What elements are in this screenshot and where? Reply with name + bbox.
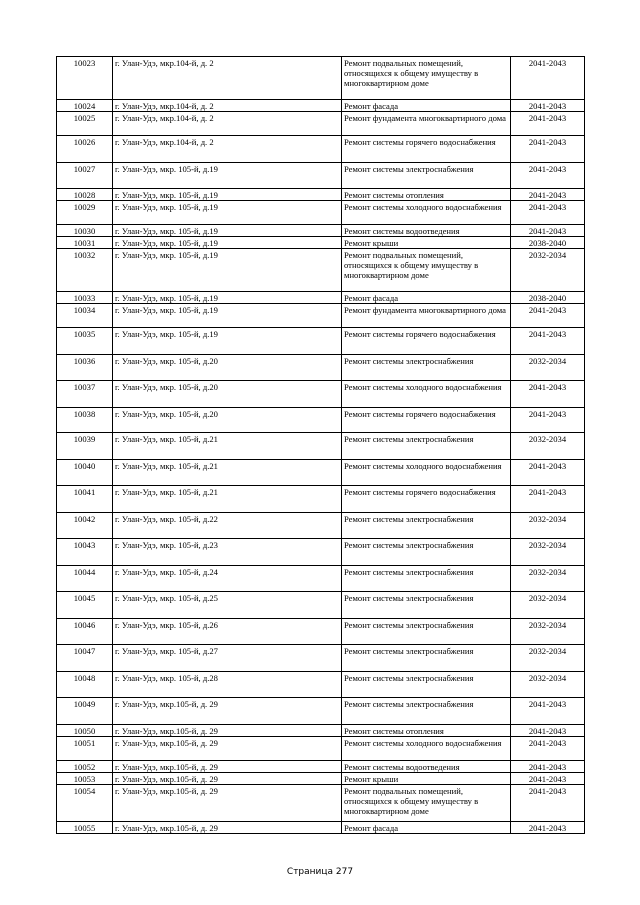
table-row (57, 292, 585, 304)
period-cell: 2041-2043 (511, 737, 585, 761)
table-row (57, 304, 585, 328)
address-cell: г. Улан-Удэ, мкр. 105-й, д.19 (113, 304, 342, 328)
period-cell: 2032-2034 (511, 249, 585, 292)
period-cell: 2041-2043 (511, 163, 585, 189)
row-number-cell: 10029 (57, 201, 113, 225)
period-cell: 2041-2043 (511, 773, 585, 785)
work-type-cell: Ремонт системы электроснабжения (342, 539, 511, 566)
address-cell: г. Улан-Удэ, мкр.105-й, д. 29 (113, 785, 342, 822)
table-row (57, 645, 585, 672)
row-number-cell: 10035 (57, 328, 113, 355)
work-type-cell: Ремонт системы горячего водоснабжения (342, 486, 511, 513)
work-type-cell: Ремонт подвальных помещений, относящихся к общему имуществу в многоквартирном доме (342, 57, 511, 100)
table-row (57, 761, 585, 773)
table-row (57, 249, 585, 292)
row-number-cell: 10041 (57, 486, 113, 513)
work-type-cell: Ремонт крыши (342, 237, 511, 249)
period-cell: 2041-2043 (511, 408, 585, 433)
period-cell: 2041-2043 (511, 57, 585, 100)
period-cell: 2041-2043 (511, 100, 585, 112)
table-row (57, 112, 585, 136)
work-type-cell: Ремонт системы горячего водоснабжения (342, 408, 511, 433)
address-cell: г. Улан-Удэ, мкр. 105-й, д.20 (113, 408, 342, 433)
address-cell: г. Улан-Удэ, мкр. 105-й, д.19 (113, 249, 342, 292)
period-cell: 2041-2043 (511, 201, 585, 225)
row-number-cell: 10046 (57, 619, 113, 645)
page-number: Страница 277 (286, 867, 354, 877)
row-number-cell: 10031 (57, 237, 113, 249)
work-type-cell: Ремонт системы электроснабжения (342, 672, 511, 698)
row-number-cell: 10028 (57, 189, 113, 201)
table-row (57, 460, 585, 486)
work-type-cell: Ремонт подвальных помещений, относящихся к общему имуществу в многоквартирном доме (342, 249, 511, 292)
row-number-cell: 10037 (57, 381, 113, 408)
work-type-cell: Ремонт системы электроснабжения (342, 698, 511, 725)
row-number-cell: 10025 (57, 112, 113, 136)
table-row (57, 433, 585, 460)
work-type-cell: Ремонт системы электроснабжения (342, 645, 511, 672)
row-number-cell: 10044 (57, 566, 113, 592)
work-type-cell: Ремонт системы электроснабжения (342, 513, 511, 539)
row-number-cell: 10043 (57, 539, 113, 566)
period-cell: 2041-2043 (511, 328, 585, 355)
table-row (57, 592, 585, 619)
period-cell: 2041-2043 (511, 761, 585, 773)
work-type-cell: Ремонт системы электроснабжения (342, 619, 511, 645)
address-cell: г. Улан-Удэ, мкр. 105-й, д.19 (113, 201, 342, 225)
period-cell: 2032-2034 (511, 619, 585, 645)
table-row (57, 737, 585, 761)
period-cell: 2041-2043 (511, 304, 585, 328)
period-cell: 2032-2034 (511, 566, 585, 592)
table-row (57, 822, 585, 834)
address-cell: г. Улан-Удэ, мкр. 105-й, д.19 (113, 189, 342, 201)
address-cell: г. Улан-Удэ, мкр. 105-й, д.25 (113, 592, 342, 619)
row-number-cell: 10026 (57, 136, 113, 163)
address-cell: г. Улан-Удэ, мкр. 105-й, д.24 (113, 566, 342, 592)
address-cell: г. Улан-Удэ, мкр. 105-й, д.22 (113, 513, 342, 539)
address-cell: г. Улан-Удэ, мкр. 105-й, д.19 (113, 328, 342, 355)
period-cell: 2041-2043 (511, 381, 585, 408)
address-cell: г. Улан-Удэ, мкр. 105-й, д.19 (113, 163, 342, 189)
row-number-cell: 10051 (57, 737, 113, 761)
table-row (57, 672, 585, 698)
work-type-cell: Ремонт системы горячего водоснабжения (342, 328, 511, 355)
table-row (57, 566, 585, 592)
row-number-cell: 10055 (57, 822, 113, 834)
period-cell: 2032-2034 (511, 513, 585, 539)
row-number-cell: 10027 (57, 163, 113, 189)
row-number-cell: 10053 (57, 773, 113, 785)
table-row (57, 201, 585, 225)
address-cell: г. Улан-Удэ, мкр.105-й, д. 29 (113, 698, 342, 725)
address-cell: г. Улан-Удэ, мкр.104-й, д. 2 (113, 112, 342, 136)
row-number-cell: 10030 (57, 225, 113, 237)
work-type-cell: Ремонт системы электроснабжения (342, 566, 511, 592)
period-cell: 2041-2043 (511, 189, 585, 201)
table-row (57, 237, 585, 249)
address-cell: г. Улан-Удэ, мкр.105-й, д. 29 (113, 822, 342, 834)
table-row (57, 773, 585, 785)
period-cell: 2038-2040 (511, 292, 585, 304)
table-row (57, 100, 585, 112)
address-cell: г. Улан-Удэ, мкр. 105-й, д.20 (113, 355, 342, 381)
table-row (57, 619, 585, 645)
work-type-cell: Ремонт фасада (342, 292, 511, 304)
table-row (57, 725, 585, 737)
work-type-cell: Ремонт крыши (342, 773, 511, 785)
address-cell: г. Улан-Удэ, мкр. 105-й, д.21 (113, 460, 342, 486)
row-number-cell: 10024 (57, 100, 113, 112)
capital-repair-table (56, 56, 585, 834)
table-row (57, 381, 585, 408)
work-type-cell: Ремонт системы холодного водоснабжения (342, 737, 511, 761)
work-type-cell: Ремонт системы электроснабжения (342, 163, 511, 189)
work-type-cell: Ремонт системы горячего водоснабжения (342, 136, 511, 163)
period-cell: 2041-2043 (511, 785, 585, 822)
address-cell: г. Улан-Удэ, мкр. 105-й, д.19 (113, 292, 342, 304)
row-number-cell: 10038 (57, 408, 113, 433)
work-type-cell: Ремонт системы электроснабжения (342, 433, 511, 460)
row-number-cell: 10039 (57, 433, 113, 460)
table-row (57, 163, 585, 189)
table-row (57, 698, 585, 725)
row-number-cell: 10050 (57, 725, 113, 737)
row-number-cell: 10036 (57, 355, 113, 381)
work-type-cell: Ремонт системы электроснабжения (342, 592, 511, 619)
address-cell: г. Улан-Удэ, мкр.105-й, д. 29 (113, 737, 342, 761)
period-cell: 2041-2043 (511, 725, 585, 737)
period-cell: 2032-2034 (511, 355, 585, 381)
period-cell: 2032-2034 (511, 645, 585, 672)
table-body (57, 57, 585, 834)
table-row (57, 225, 585, 237)
address-cell: г. Улан-Удэ, мкр. 105-й, д.21 (113, 433, 342, 460)
table-row (57, 785, 585, 822)
period-cell: 2041-2043 (511, 112, 585, 136)
period-cell: 2032-2034 (511, 672, 585, 698)
table-row (57, 136, 585, 163)
table-row (57, 539, 585, 566)
row-number-cell: 10045 (57, 592, 113, 619)
row-number-cell: 10042 (57, 513, 113, 539)
address-cell: г. Улан-Удэ, мкр. 105-й, д.20 (113, 381, 342, 408)
address-cell: г. Улан-Удэ, мкр. 105-й, д.28 (113, 672, 342, 698)
period-cell: 2032-2034 (511, 592, 585, 619)
period-cell: 2032-2034 (511, 433, 585, 460)
row-number-cell: 10048 (57, 672, 113, 698)
work-type-cell: Ремонт фасада (342, 100, 511, 112)
address-cell: г. Улан-Удэ, мкр.105-й, д. 29 (113, 725, 342, 737)
address-cell: г. Улан-Удэ, мкр.105-й, д. 29 (113, 761, 342, 773)
work-type-cell: Ремонт системы электроснабжения (342, 355, 511, 381)
work-type-cell: Ремонт фасада (342, 822, 511, 834)
work-type-cell: Ремонт системы отопления (342, 189, 511, 201)
row-number-cell: 10034 (57, 304, 113, 328)
period-cell: 2041-2043 (511, 486, 585, 513)
period-cell: 2041-2043 (511, 460, 585, 486)
row-number-cell: 10047 (57, 645, 113, 672)
table-row (57, 57, 585, 100)
row-number-cell: 10033 (57, 292, 113, 304)
table-row (57, 408, 585, 433)
row-number-cell: 10049 (57, 698, 113, 725)
period-cell: 2032-2034 (511, 539, 585, 566)
work-type-cell: Ремонт системы холодного водоснабжения (342, 460, 511, 486)
table-row (57, 513, 585, 539)
table-row (57, 486, 585, 513)
work-type-cell: Ремонт системы отопления (342, 725, 511, 737)
period-cell: 2041-2043 (511, 822, 585, 834)
row-number-cell: 10023 (57, 57, 113, 100)
period-cell: 2041-2043 (511, 698, 585, 725)
period-cell: 2038-2040 (511, 237, 585, 249)
address-cell: г. Улан-Удэ, мкр. 105-й, д.19 (113, 237, 342, 249)
address-cell: г. Улан-Удэ, мкр.105-й, д. 29 (113, 773, 342, 785)
address-cell: г. Улан-Удэ, мкр. 105-й, д.21 (113, 486, 342, 513)
period-cell: 2041-2043 (511, 136, 585, 163)
row-number-cell: 10032 (57, 249, 113, 292)
table-row (57, 189, 585, 201)
table-row (57, 355, 585, 381)
work-type-cell: Ремонт фундамента многоквартирного дома (342, 304, 511, 328)
address-cell: г. Улан-Удэ, мкр. 105-й, д.27 (113, 645, 342, 672)
address-cell: г. Улан-Удэ, мкр. 105-й, д.23 (113, 539, 342, 566)
address-cell: г. Улан-Удэ, мкр.104-й, д. 2 (113, 136, 342, 163)
address-cell: г. Улан-Удэ, мкр.104-й, д. 2 (113, 100, 342, 112)
work-type-cell: Ремонт системы водоотведения (342, 761, 511, 773)
work-type-cell: Ремонт подвальных помещений, относящихся к общему имуществу в многоквартирном доме (342, 785, 511, 822)
address-cell: г. Улан-Удэ, мкр.104-й, д. 2 (113, 57, 342, 100)
row-number-cell: 10054 (57, 785, 113, 822)
table-row (57, 328, 585, 355)
period-cell: 2041-2043 (511, 225, 585, 237)
row-number-cell: 10052 (57, 761, 113, 773)
row-number-cell: 10040 (57, 460, 113, 486)
work-type-cell: Ремонт системы холодного водоснабжения (342, 381, 511, 408)
work-type-cell: Ремонт системы холодного водоснабжения (342, 201, 511, 225)
work-type-cell: Ремонт фундамента многоквартирного дома (342, 112, 511, 136)
address-cell: г. Улан-Удэ, мкр. 105-й, д.19 (113, 225, 342, 237)
address-cell: г. Улан-Удэ, мкр. 105-й, д.26 (113, 619, 342, 645)
work-type-cell: Ремонт системы водоотведения (342, 225, 511, 237)
